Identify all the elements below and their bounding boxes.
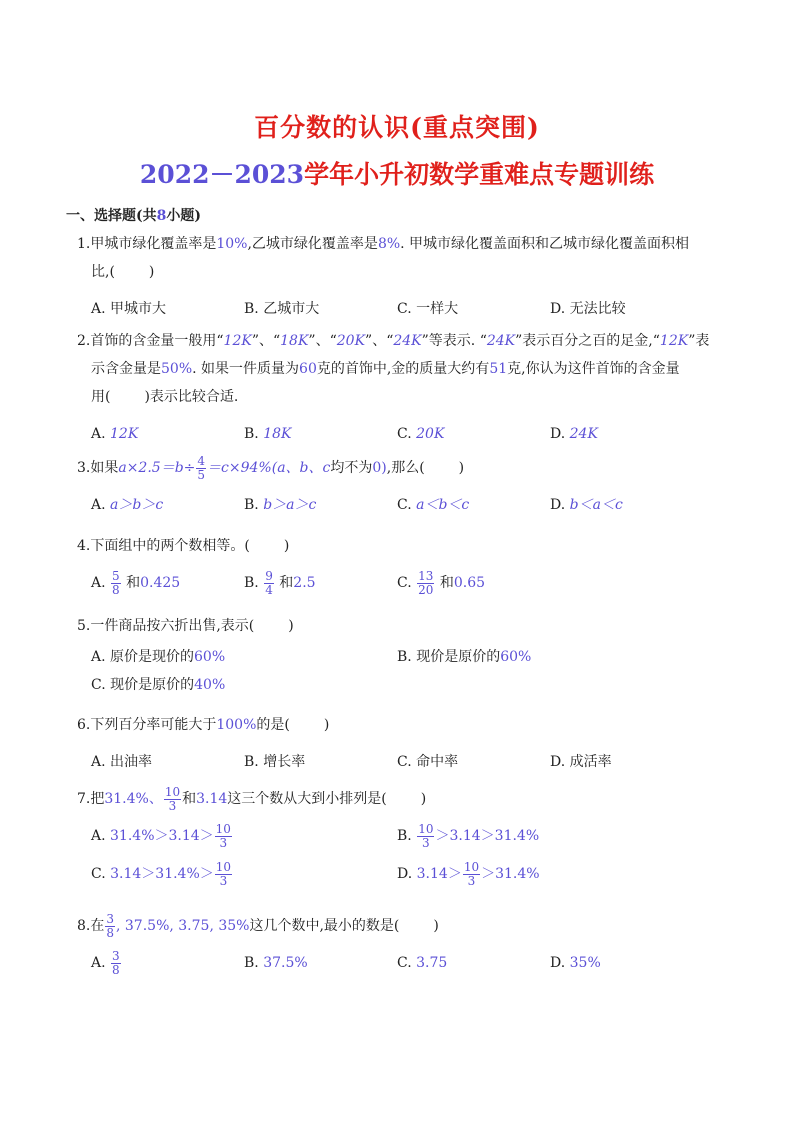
option-value: 60%	[194, 649, 226, 665]
option-c[interactable]	[397, 568, 485, 598]
question-number: 2.	[77, 333, 91, 349]
stem-text: )	[288, 618, 294, 634]
page-subtitle	[0, 155, 794, 191]
options	[77, 747, 737, 777]
option-value: 40%	[194, 677, 226, 693]
option-value: 24K	[569, 426, 598, 442]
option-b[interactable]	[244, 948, 308, 978]
options	[77, 642, 737, 700]
stem-value: 3.14	[196, 791, 228, 807]
option-c[interactable]	[91, 859, 233, 889]
stem-text: 下列百分率可能大于	[90, 717, 217, 733]
question-number: 5.	[77, 618, 91, 634]
option-c[interactable]: C. 命中率	[397, 754, 459, 770]
stem-math: a×2.5＝b÷	[118, 460, 196, 476]
option-a[interactable]	[91, 419, 138, 449]
stem-value: 50%	[161, 361, 193, 377]
stem-value: , 37.5%, 3.75, 35%	[116, 918, 250, 934]
fraction-numerator: 3	[106, 911, 114, 926]
stem-value: 20K	[336, 333, 366, 349]
options	[77, 948, 737, 982]
option-letter: B.	[397, 828, 412, 844]
question-1	[77, 230, 737, 324]
question-number: 4.	[77, 538, 91, 554]
option-value: 3.14＞	[416, 866, 462, 882]
stem-text: 比,(	[91, 264, 115, 280]
fraction	[105, 913, 115, 940]
option-letter: C.	[397, 497, 412, 513]
question-stem-cont	[77, 355, 737, 383]
question-stem	[77, 327, 737, 355]
stem-text: ”、“	[365, 333, 394, 349]
stem-text: )	[458, 460, 465, 476]
options	[77, 821, 737, 897]
option-letter: D.	[550, 955, 566, 971]
stem-value: 8%	[377, 236, 401, 252]
stem-text: 在	[90, 918, 105, 934]
option-value: 3.75	[416, 955, 448, 971]
stem-value: 100%	[216, 717, 257, 733]
question-4	[77, 532, 737, 602]
option-d[interactable]: D. 成活率	[550, 754, 612, 770]
option-a[interactable]: A. 出油率	[91, 754, 153, 770]
stem-text: )	[433, 918, 439, 934]
question-3	[77, 454, 737, 520]
stem-text: 一件商品按六折出售,表示(	[90, 618, 255, 634]
fraction	[417, 570, 434, 597]
option-letter: B.	[244, 575, 259, 591]
option-value: 60%	[500, 649, 532, 665]
stem-text: 克,你认为这件首饰的含金量	[507, 361, 680, 377]
stem-value: 51	[489, 361, 508, 377]
stem-text: 这三个数从大到小排列是(	[227, 791, 387, 807]
stem-text: . 如果一件质量为	[192, 361, 300, 377]
fraction-numerator: 10	[463, 859, 480, 874]
stem-text: 甲城市绿化覆盖率是	[90, 236, 217, 252]
question-6	[77, 711, 737, 777]
fraction-numerator: 10	[215, 821, 231, 836]
stem-value: 12K	[223, 333, 252, 349]
option-value: 37.5%	[263, 955, 308, 971]
stem-math: (a、b、c	[271, 460, 331, 476]
subtitle-years: 2022－2023	[139, 160, 305, 189]
options	[77, 419, 737, 449]
option-b[interactable]	[397, 642, 531, 672]
question-5	[77, 612, 737, 700]
option-b[interactable]	[397, 821, 539, 851]
option-b[interactable]	[244, 568, 316, 598]
option-letter: A.	[91, 497, 106, 513]
fraction-numerator: 3	[112, 948, 120, 963]
option-value: 3.14＞31.4%＞	[110, 866, 214, 882]
option-value: a＞b＞c	[110, 497, 164, 513]
option-c[interactable]	[91, 670, 225, 700]
question-stem-cont	[77, 258, 737, 286]
option-c[interactable]	[397, 948, 447, 978]
option-d[interactable]	[550, 419, 598, 449]
options	[77, 568, 737, 602]
question-stem	[77, 912, 737, 940]
fraction-numerator: 10	[418, 821, 434, 836]
stem-text: 如果	[90, 460, 119, 476]
fraction-denominator: 8	[112, 582, 120, 597]
stem-text: ”、“	[251, 333, 281, 349]
option-d[interactable]: D. 无法比较	[550, 301, 626, 317]
fraction	[111, 570, 121, 597]
stem-text: 这几个数中,最小的数是(	[249, 918, 400, 934]
question-number: 8.	[77, 918, 91, 934]
stem-text: )	[323, 717, 330, 733]
option-d[interactable]	[550, 948, 601, 978]
stem-text: 的是(	[256, 717, 290, 733]
fraction	[215, 823, 232, 850]
option-d[interactable]	[397, 859, 540, 889]
stem-value: 60	[299, 361, 317, 377]
option-text: B. 现价是原价的	[397, 649, 501, 665]
stem-text: 首饰的含金量一般用“	[90, 333, 224, 349]
question-stem	[77, 230, 737, 258]
stem-text: 下面组中的两个数相等。(	[90, 538, 250, 554]
stem-text: ”表	[688, 333, 710, 349]
option-letter: D.	[397, 866, 413, 882]
fraction-denominator: 20	[418, 582, 434, 597]
option-value: 35%	[569, 955, 601, 971]
fraction-denominator: 3	[168, 798, 177, 813]
stem-text: 克的首饰中,金的质量大约有	[316, 361, 490, 377]
fraction	[196, 455, 206, 482]
section-prefix: 一、选择题(共	[66, 208, 157, 224]
fraction-denominator: 4	[265, 582, 273, 597]
option-letter: D.	[550, 497, 566, 513]
question-8	[77, 912, 737, 982]
fraction-denominator: 3	[219, 873, 228, 888]
stem-text: )表示比较合适.	[144, 389, 239, 405]
section-heading	[66, 205, 201, 225]
option-value: 2.5	[293, 575, 316, 591]
fraction	[417, 823, 434, 850]
stem-text: 用(	[91, 389, 111, 405]
option-c[interactable]	[397, 419, 444, 449]
stem-text: ,那么(	[386, 460, 425, 476]
option-letter: A.	[91, 426, 106, 442]
option-d[interactable]	[550, 490, 623, 520]
section-suffix: 小题)	[166, 208, 201, 224]
stem-text: )	[420, 791, 427, 807]
fraction-denominator: 5	[197, 467, 206, 482]
fraction-denominator: 3	[467, 873, 476, 888]
option-letter: C.	[397, 575, 412, 591]
fraction-denominator: 3	[219, 835, 228, 850]
option-value: b＞a＞c	[263, 497, 317, 513]
option-value: 31.4%＞3.14＞	[110, 828, 214, 844]
stem-math: ＝c×94%	[207, 460, 272, 476]
option-text: 和	[126, 575, 141, 591]
subtitle-text: 学年小升初数学重难点专题训练	[304, 160, 655, 189]
option-c[interactable]	[397, 490, 469, 520]
option-b[interactable]	[244, 490, 316, 520]
options	[77, 490, 737, 520]
fraction-numerator: 9	[265, 568, 273, 583]
option-value: 0.425	[140, 575, 181, 591]
option-c[interactable]: C. 一样大	[397, 301, 459, 317]
option-letter: D.	[550, 426, 566, 442]
stem-text: )	[283, 538, 290, 554]
fraction-numerator: 5	[112, 568, 120, 583]
stem-text: 和	[182, 791, 197, 807]
stem-text: 示含金量是	[91, 361, 161, 377]
option-b[interactable]: B. 乙城市大	[244, 301, 320, 317]
stem-value: 24K	[393, 333, 422, 349]
stem-text: ”、“	[308, 333, 337, 349]
fraction	[164, 786, 181, 813]
stem-text: ,乙城市绿化覆盖率是	[247, 236, 378, 252]
fraction-numerator: 10	[215, 859, 232, 874]
option-value: 0.65	[453, 575, 486, 591]
option-a[interactable]	[91, 642, 225, 672]
question-stem	[77, 612, 737, 640]
question-stem	[77, 785, 737, 813]
option-b[interactable]: B. 增长率	[244, 754, 306, 770]
stem-text: ”等表示. “	[421, 333, 487, 349]
option-letter: A.	[91, 575, 106, 591]
stem-value: 24K	[486, 333, 516, 349]
option-a[interactable]	[91, 490, 163, 520]
option-a[interactable]	[91, 948, 122, 978]
fraction-numerator: 13	[418, 568, 434, 583]
question-7	[77, 785, 737, 897]
option-letter: C.	[397, 955, 412, 971]
option-value: a＜b＜c	[416, 497, 470, 513]
option-value: b＜a＜c	[569, 497, 623, 513]
fraction	[215, 861, 232, 888]
fraction-denominator: 8	[112, 962, 120, 977]
fraction	[463, 861, 480, 888]
option-value: 20K	[416, 426, 445, 442]
stem-text: 均不为	[330, 460, 373, 476]
option-letter: B.	[244, 426, 259, 442]
question-number: 1.	[77, 236, 91, 252]
option-a[interactable]: A. 甲城市大	[91, 301, 167, 317]
fraction	[264, 570, 274, 597]
options	[77, 294, 737, 324]
stem-text: )	[148, 264, 155, 280]
option-b[interactable]	[244, 419, 291, 449]
question-number: 6.	[77, 717, 91, 733]
option-value: 12K	[110, 426, 139, 442]
option-letter: C.	[91, 866, 106, 882]
fraction-denominator: 3	[422, 835, 430, 850]
stem-value: 0)	[372, 460, 387, 476]
option-letter: A.	[91, 828, 106, 844]
question-stem	[77, 454, 737, 482]
option-text: 和	[439, 575, 454, 591]
option-value: ＞3.14＞31.4%	[435, 828, 540, 844]
question-2	[77, 327, 737, 449]
question-number: 7.	[77, 791, 91, 807]
stem-value: 10%	[216, 236, 248, 252]
option-text: 和	[279, 575, 294, 591]
fraction-numerator: 4	[197, 453, 206, 468]
fraction-denominator: 8	[106, 925, 114, 940]
question-number: 3.	[77, 460, 91, 476]
option-value: ＞31.4%	[481, 866, 540, 882]
page-title: 百分数的认识(重点突围)	[254, 113, 540, 142]
stem-text: 把	[90, 791, 105, 807]
option-letter: A.	[91, 955, 106, 971]
fraction-numerator: 10	[164, 784, 181, 799]
stem-text: . 甲城市绿化覆盖面积和乙城市绿化覆盖面积相	[400, 236, 690, 252]
stem-text: ”表示百分之百的足金,“	[515, 333, 660, 349]
question-stem	[77, 532, 737, 560]
fraction	[111, 950, 121, 977]
stem-value: 31.4%、	[104, 791, 163, 807]
option-letter: C.	[397, 426, 412, 442]
option-letter: B.	[244, 955, 259, 971]
option-value: 18K	[263, 426, 292, 442]
stem-value: 18K	[280, 333, 309, 349]
option-a[interactable]	[91, 821, 233, 851]
option-text: A. 原价是现价的	[91, 649, 195, 665]
section-count: 8	[156, 208, 167, 224]
option-a[interactable]	[91, 568, 180, 598]
option-letter: B.	[244, 497, 259, 513]
option-text: C. 现价是原价的	[91, 677, 195, 693]
stem-value: 12K	[659, 333, 689, 349]
question-stem	[77, 711, 737, 739]
question-stem-cont	[77, 383, 737, 411]
